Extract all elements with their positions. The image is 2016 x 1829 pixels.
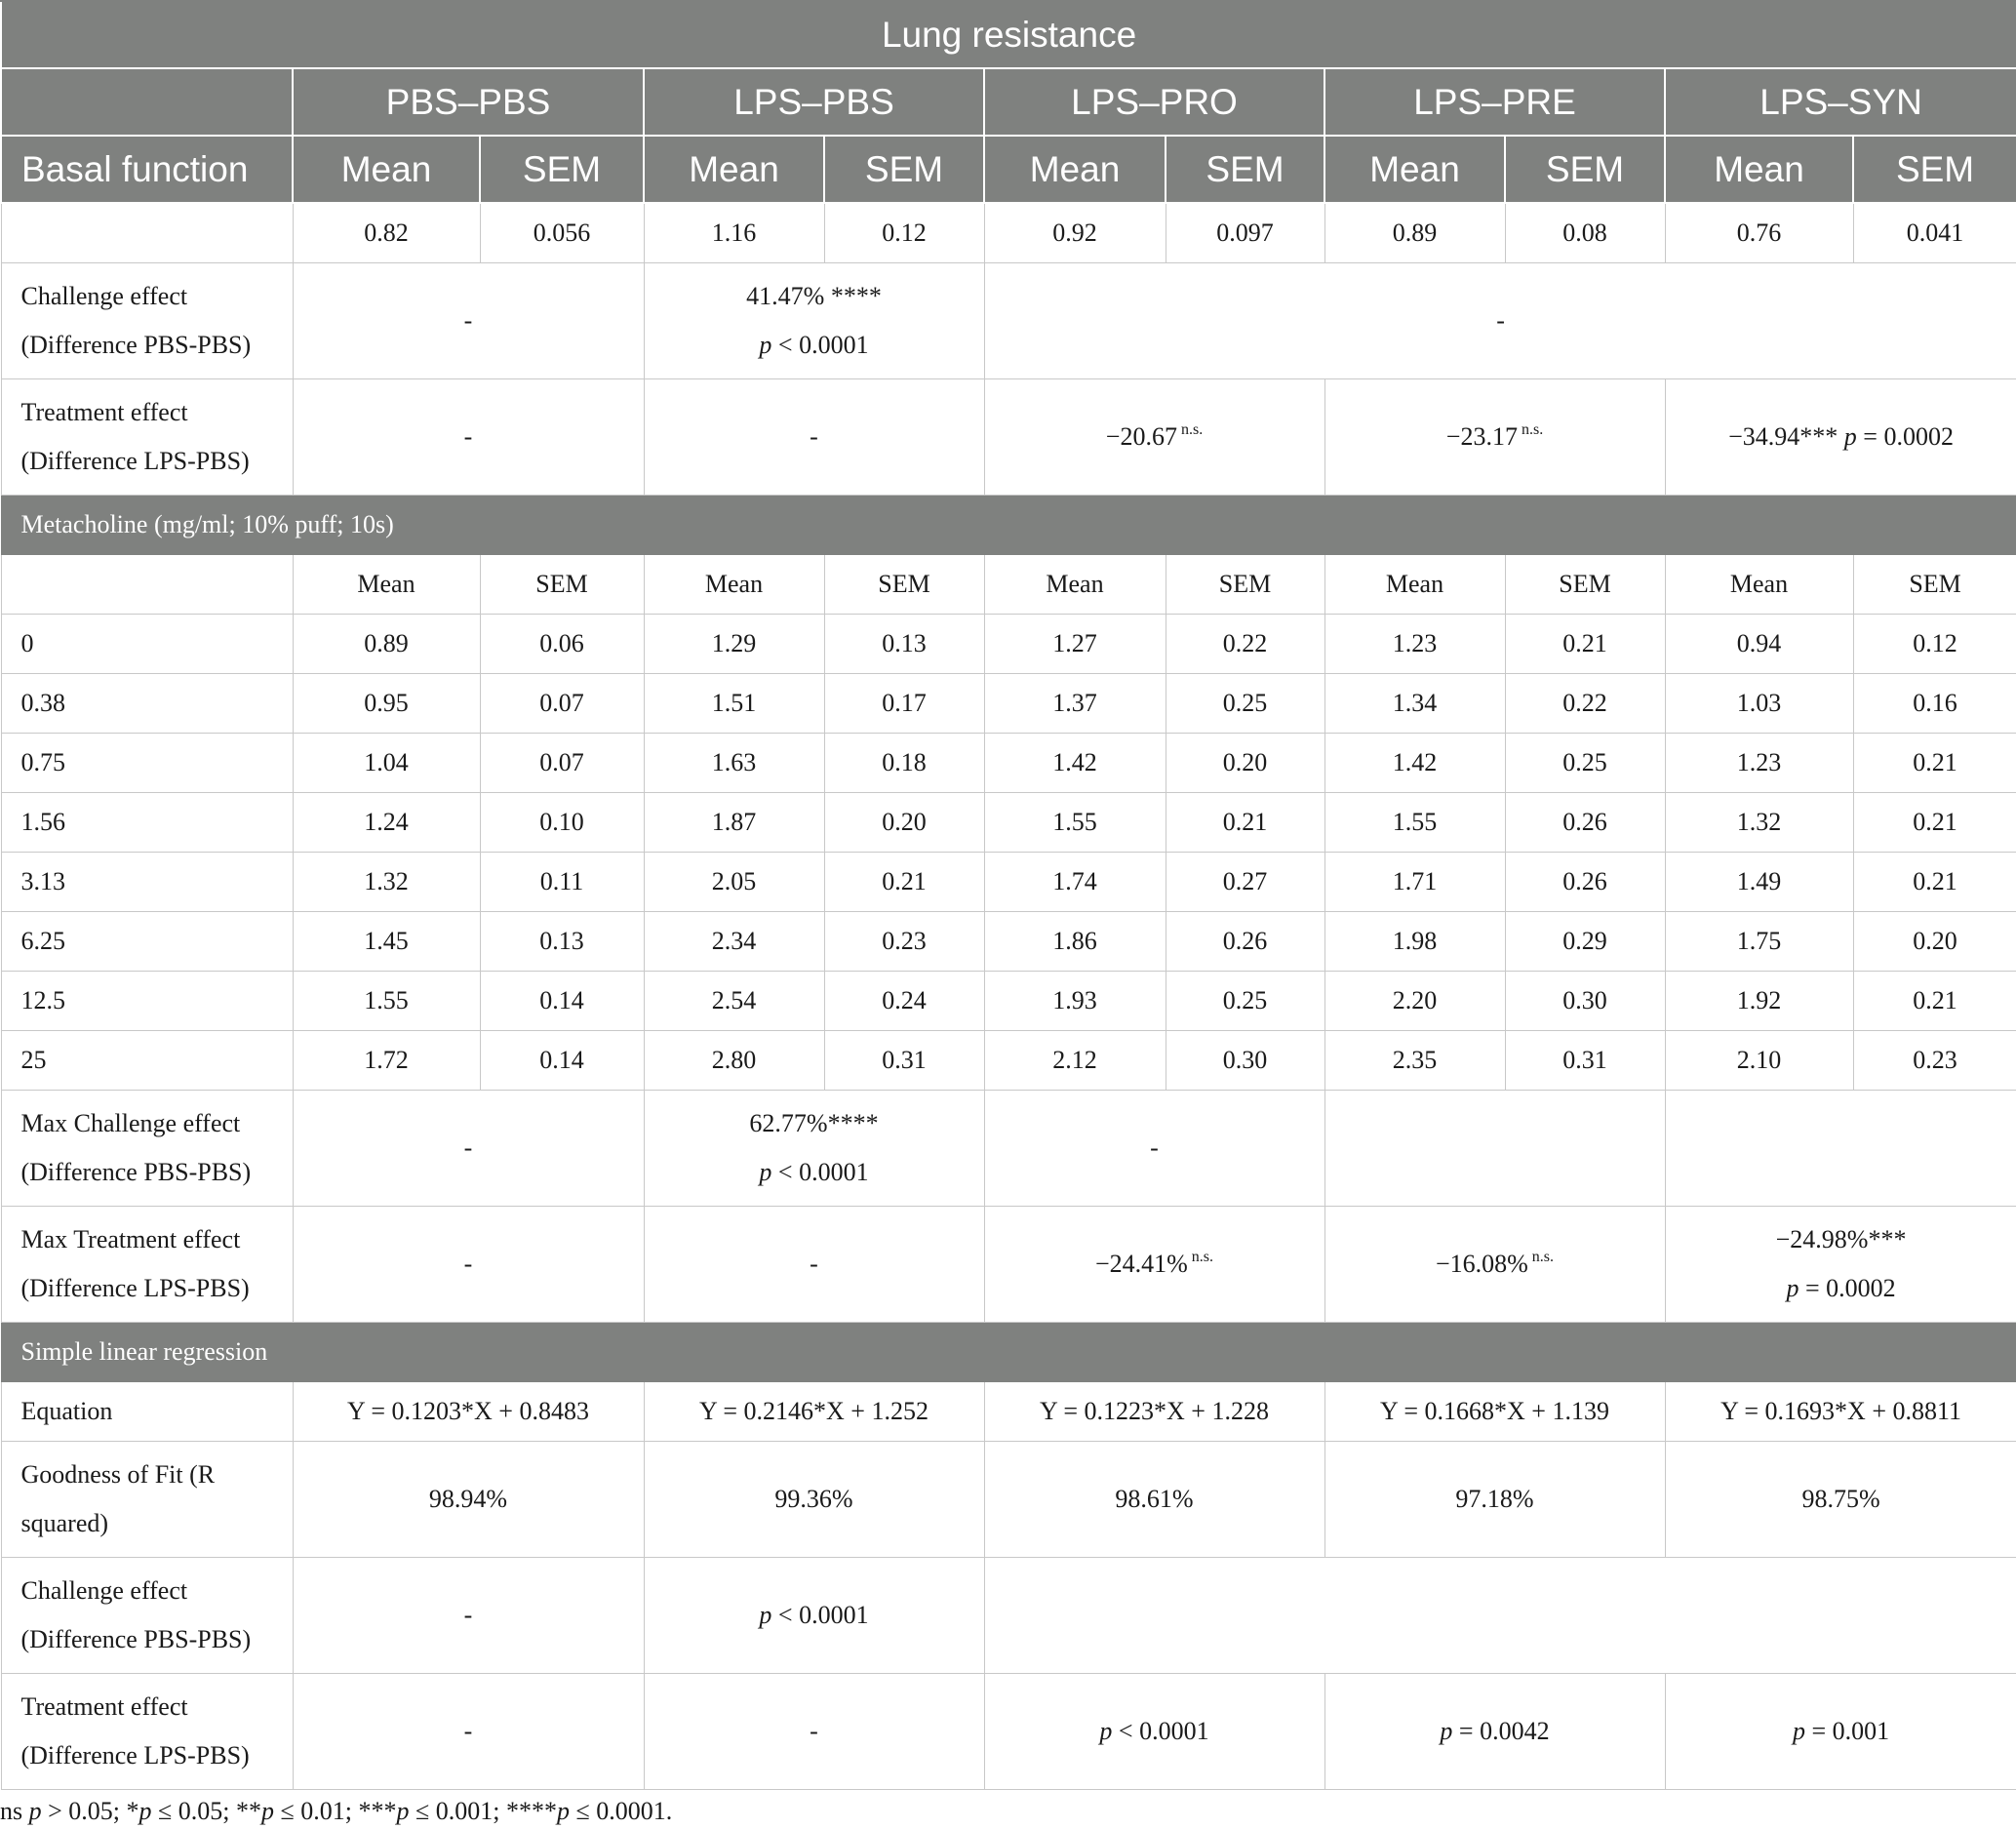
p-symbol: p [1099,1717,1113,1745]
table-cell: 1.34 [1324,674,1505,734]
table-cell: 0.30 [1505,972,1665,1031]
dose-label: 0.75 [1,734,293,793]
table-cell: 0.12 [1853,615,2016,674]
table-cell: 0.25 [1166,972,1324,1031]
table-cell [984,1558,2016,1674]
effect-value: −34.94*** [1728,422,1844,451]
sem-header: SEM [1853,136,2016,203]
sem-header: SEM [1505,136,1665,203]
table-cell: 0.24 [824,972,984,1031]
table-cell: 1.86 [984,912,1166,972]
table-cell: 0.21 [1505,615,1665,674]
basal-treatment-row [1,379,2016,496]
dose-row [1,853,2016,912]
group-header-lps-pbs: LPS–PBS [644,68,984,136]
table-cell: 0.06 [480,615,644,674]
table-cell: 2.12 [984,1031,1166,1091]
mean-header: Mean [984,136,1166,203]
group-header-lps-syn: LPS–SYN [1665,68,2016,136]
row-label [1,379,293,496]
table-cell: 1.51 [644,674,824,734]
row-label-line: (Difference PBS-PBS) [20,1625,252,1653]
equation-cell: Y = 0.2146*X + 1.252 [644,1382,984,1442]
mean-header: Mean [984,555,1166,615]
table-cell: 0.056 [480,203,644,263]
table-cell: 0.82 [293,203,480,263]
table-cell: - [293,1558,644,1674]
fit-cell: 99.36% [644,1442,984,1558]
mean-header: Mean [1324,136,1505,203]
sem-header: SEM [1853,555,2016,615]
table-title: Lung resistance [1,1,2016,68]
fit-cell: 98.61% [984,1442,1324,1558]
row-label-line: Treatment effect [20,398,188,426]
table-cell: 0.097 [1166,203,1324,263]
table-cell: 0.07 [480,734,644,793]
row-label [1,1558,293,1674]
table-cell: 1.27 [984,615,1166,674]
dose-label: 6.25 [1,912,293,972]
table-cell: 0.89 [1324,203,1505,263]
effect-value: 62.77%**** [749,1109,879,1137]
equation-cell: Y = 0.1223*X + 1.228 [984,1382,1324,1442]
dose-row [1,912,2016,972]
p-symbol: p [261,1797,275,1825]
mean-header: Mean [644,136,824,203]
dose-label: 0 [1,615,293,674]
sem-header: SEM [824,136,984,203]
footnote-text: ns [0,1797,29,1825]
table-cell: 2.10 [1665,1031,1853,1091]
table-cell: 1.71 [1324,853,1505,912]
p-symbol: p [759,1158,772,1186]
p-value: = 0.0042 [1452,1717,1550,1745]
effect-value: −23.17 [1445,422,1518,451]
table-cell [644,1558,984,1674]
table-cell: - [293,379,644,496]
table-cell: 0.21 [824,853,984,912]
row-label-line: Goodness of Fit (R [20,1460,216,1489]
table-cell: 0.26 [1166,912,1324,972]
row-label-line: Max Treatment effect [20,1225,241,1253]
regression-section-row [1,1323,2016,1382]
significance-mark: n.s. [1191,1249,1214,1265]
row-label [1,263,293,379]
table-cell: 1.42 [1324,734,1505,793]
effect-value: 41.47% **** [746,282,882,310]
row-label-line: Treatment effect [20,1692,188,1721]
effect-value: −24.98%*** [1775,1225,1907,1253]
table-cell: - [644,1674,984,1790]
table-cell: 0.21 [1853,972,2016,1031]
table-cell: 0.22 [1166,615,1324,674]
table-cell [644,1091,984,1207]
table-cell: 1.93 [984,972,1166,1031]
table-cell: 1.03 [1665,674,1853,734]
dose-label: 1.56 [1,793,293,853]
table-cell [1665,1207,2016,1323]
sem-header: SEM [480,555,644,615]
table-cell: 0.21 [1166,793,1324,853]
equation-cell: Y = 0.1693*X + 0.8811 [1665,1382,2016,1442]
table-cell: 2.05 [644,853,824,912]
table-cell: 0.13 [480,912,644,972]
table-cell: 2.35 [1324,1031,1505,1091]
sem-header: SEM [1166,136,1324,203]
dose-row [1,1031,2016,1091]
significance-mark: n.s. [1521,421,1544,438]
p-symbol: p [1786,1274,1799,1302]
mean-header: Mean [1665,136,1853,203]
p-symbol: p [1792,1717,1805,1745]
row-label [1,1442,293,1558]
row-label-line: squared) [20,1509,109,1537]
p-symbol: p [1843,422,1857,451]
table-cell: 1.24 [293,793,480,853]
basal-values-row [1,203,2016,263]
table-cell: 1.92 [1665,972,1853,1031]
table-cell: 1.75 [1665,912,1853,972]
dose-label: 3.13 [1,853,293,912]
table-cell: 2.80 [644,1031,824,1091]
p-value: < 0.0001 [1112,1717,1209,1745]
mean-header: Mean [1324,555,1505,615]
significance-mark: n.s. [1531,1249,1555,1265]
table-cell: 0.25 [1166,674,1324,734]
table-cell: 0.11 [480,853,644,912]
table-cell: 0.27 [1166,853,1324,912]
table-cell [1665,1091,2016,1207]
table-cell: 2.34 [644,912,824,972]
row-label-line: Challenge effect [20,1576,188,1605]
p-value: < 0.0001 [771,1601,869,1629]
table-cell: 1.32 [293,853,480,912]
table-cell: 1.37 [984,674,1166,734]
table-cell: 0.10 [480,793,644,853]
table-cell: 1.23 [1665,734,1853,793]
table-cell: 0.14 [480,972,644,1031]
regression-treatment-row [1,1674,2016,1790]
table-cell: 1.72 [293,1031,480,1091]
row-label-line: Max Challenge effect [20,1109,241,1137]
p-value: = 0.001 [1804,1717,1890,1745]
p-value: = 0.0002 [1799,1274,1896,1302]
row-label-line: (Difference LPS-PBS) [20,1274,250,1302]
mean-header: Mean [644,555,824,615]
regression-section-label: Simple linear regression [1,1323,2016,1382]
metacholine-header-row [1,555,2016,615]
table-cell: 0.14 [480,1031,644,1091]
group-header-empty [1,68,293,136]
table-cell [1324,1091,1665,1207]
table-cell: 2.54 [644,972,824,1031]
table-cell: 0.95 [293,674,480,734]
table-cell: 0.23 [1853,1031,2016,1091]
table-cell: 0.20 [1166,734,1324,793]
sem-header: SEM [1505,555,1665,615]
table-cell: 0.31 [824,1031,984,1091]
table-cell: - [984,1091,1324,1207]
table-cell: 0.92 [984,203,1166,263]
table-title-row [1,1,2016,68]
table-cell: 1.32 [1665,793,1853,853]
row-label [1,1091,293,1207]
table-cell [984,1674,1324,1790]
row-label: Equation [1,1382,293,1442]
row-label [1,1207,293,1323]
table-cell: 0.25 [1505,734,1665,793]
equation-cell: Y = 0.1203*X + 0.8483 [293,1382,644,1442]
p-symbol: p [557,1797,571,1825]
group-header-lps-pro: LPS–PRO [984,68,1324,136]
basal-header-row [1,136,2016,203]
table-cell: 0.12 [824,203,984,263]
table-cell: 0.08 [1505,203,1665,263]
p-value: < 0.0001 [771,1158,869,1186]
table-cell: - [293,1207,644,1323]
row-label-line: Challenge effect [20,282,188,310]
table-cell [1324,379,1665,496]
footnote-text: ≤ 0.0001. [570,1797,673,1825]
table-cell: 0.76 [1665,203,1853,263]
table-cell: 0.89 [293,615,480,674]
metacholine-section-label: Metacholine (mg/ml; 10% puff; 10s) [1,496,2016,555]
table-cell: 1.04 [293,734,480,793]
p-symbol: p [138,1797,152,1825]
table-cell [984,1207,1324,1323]
p-symbol: p [396,1797,410,1825]
equation-cell: Y = 0.1668*X + 1.139 [1324,1382,1665,1442]
table-cell: 1.23 [1324,615,1505,674]
table-cell: - [644,379,984,496]
table-cell [984,379,1324,496]
table-cell: 0.30 [1166,1031,1324,1091]
table-cell [1324,1674,1665,1790]
effect-value: −16.08% [1435,1250,1528,1278]
table-cell [1665,1674,2016,1790]
table-cell: 0.17 [824,674,984,734]
table-cell: 1.98 [1324,912,1505,972]
table-cell: 0.31 [1505,1031,1665,1091]
footnote-text: ≤ 0.05; ** [151,1797,262,1825]
dose-label: 25 [1,1031,293,1091]
table-cell: - [293,1674,644,1790]
table-cell: 0.07 [480,674,644,734]
table-cell: - [293,263,644,379]
p-value: = 0.0002 [1856,422,1954,451]
table-cell: 0.18 [824,734,984,793]
row-label-line: (Difference LPS-PBS) [20,447,250,475]
table-cell: 0.26 [1505,853,1665,912]
significance-mark: n.s. [1180,421,1204,438]
table-cell: 0.26 [1505,793,1665,853]
max-treatment-row [1,1207,2016,1323]
basal-challenge-row [1,263,2016,379]
dose-row [1,615,2016,674]
group-header-pbs-pbs: PBS–PBS [293,68,644,136]
table-cell: 0.21 [1853,793,2016,853]
table-cell: 0.20 [824,793,984,853]
table-cell: 0.041 [1853,203,2016,263]
table-cell [1324,1207,1665,1323]
table-cell: 1.49 [1665,853,1853,912]
effect-value: −20.67 [1105,422,1177,451]
table-cell: 0.21 [1853,853,2016,912]
p-symbol: p [1440,1717,1453,1745]
dose-label: 0.38 [1,674,293,734]
row-label-empty [1,555,293,615]
table-cell: 1.74 [984,853,1166,912]
table-cell: 0.20 [1853,912,2016,972]
table-cell: 0.13 [824,615,984,674]
basal-function-label: Basal function [1,136,293,203]
footnote-text: ≤ 0.001; **** [409,1797,558,1825]
metacholine-section-row [1,496,2016,555]
table-cell [1665,379,2016,496]
dose-row [1,793,2016,853]
table-cell: 1.87 [644,793,824,853]
row-label-line: (Difference PBS-PBS) [20,331,252,359]
max-challenge-row [1,1091,2016,1207]
dose-row [1,972,2016,1031]
table-cell: 0.21 [1853,734,2016,793]
footnote-text: ≤ 0.01; *** [274,1797,397,1825]
fit-cell: 97.18% [1324,1442,1665,1558]
mean-header: Mean [1665,555,1853,615]
row-label-line: (Difference PBS-PBS) [20,1158,252,1186]
p-symbol: p [759,1601,772,1629]
row-label-line: (Difference LPS-PBS) [20,1741,250,1769]
table-cell: 1.55 [1324,793,1505,853]
row-label [1,1674,293,1790]
p-value: < 0.0001 [771,331,869,359]
group-header-lps-pre: LPS–PRE [1324,68,1665,136]
table-cell: 1.55 [984,793,1166,853]
table-cell: 0.94 [1665,615,1853,674]
table-cell [644,263,984,379]
table-cell: 1.55 [293,972,480,1031]
fit-cell: 98.94% [293,1442,644,1558]
regression-challenge-row [1,1558,2016,1674]
footnote-text: > 0.05; * [41,1797,139,1825]
group-header-row [1,68,2016,136]
table-cell: 2.20 [1324,972,1505,1031]
mean-header: Mean [293,136,480,203]
table-cell: 1.29 [644,615,824,674]
table-cell: 0.22 [1505,674,1665,734]
table-cell: 1.63 [644,734,824,793]
table-cell: 0.16 [1853,674,2016,734]
table-cell: 1.16 [644,203,824,263]
table-cell: 1.42 [984,734,1166,793]
dose-row [1,674,2016,734]
dose-row [1,734,2016,793]
p-symbol: p [28,1797,42,1825]
table-cell: - [644,1207,984,1323]
table-cell: 0.29 [1505,912,1665,972]
equation-row [1,1382,2016,1442]
table-footnote [0,1790,2016,1829]
table-cell: 0.23 [824,912,984,972]
fit-cell: 98.75% [1665,1442,2016,1558]
sem-header: SEM [480,136,644,203]
table-cell: - [293,1091,644,1207]
dose-label: 12.5 [1,972,293,1031]
table-cell: 1.45 [293,912,480,972]
p-symbol: p [759,331,772,359]
effect-value: −24.41% [1094,1250,1188,1278]
row-label-empty [1,203,293,263]
mean-header: Mean [293,555,480,615]
table-cell: - [984,263,2016,379]
sem-header: SEM [1166,555,1324,615]
sem-header: SEM [824,555,984,615]
goodness-of-fit-row [1,1442,2016,1558]
